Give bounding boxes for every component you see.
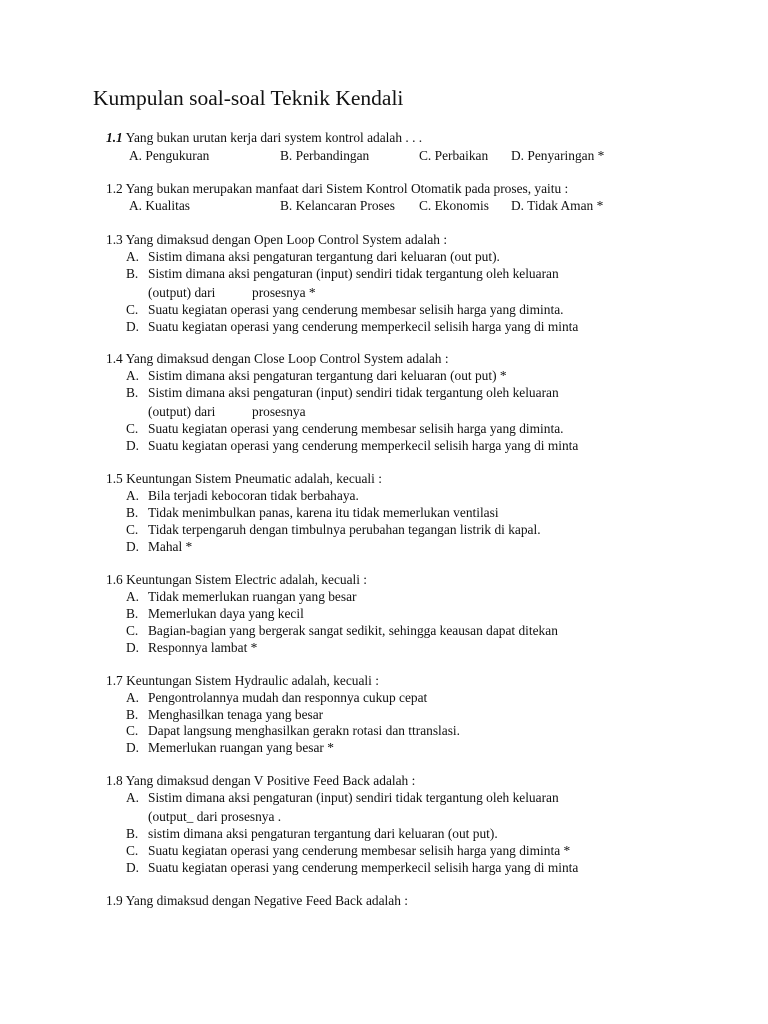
q8-option-b: sistim dimana aksi pengaturan tergantung dari keluaran (out put). [148,826,498,841]
option-letter: D. [126,860,140,875]
question-1-4: 1.4 Yang dimaksud dengan Close Loop Control System adalah : [106,351,449,366]
q6-option-a: Tidak memerlukan ruangan yang besar [148,589,357,604]
question-1-3: 1.3 Yang dimaksud dengan Open Loop Control System adalah : [106,232,448,247]
q5-option-b: Tidak menimbulkan panas, karena itu tidak memerlukan ventilasi [148,505,499,520]
option-letter: D. [126,319,140,334]
option-letter: C. [126,843,139,858]
option-letter: A. [126,488,140,503]
q1-option-d: D. Penyaringan * [511,148,605,163]
q2-option-d: D. Tidak Aman * [511,198,604,213]
q2-option-b: B. Kelancaran Proses [280,198,395,213]
q8-option-d: Suatu kegiatan operasi yang cenderung memperkecil selisih harga yang di minta [148,860,579,875]
q1-option-a: A. Pengukuran [129,148,210,163]
q6-option-c: Bagian-bagian yang bergerak sangat sedikit, sehingga keausan dapat ditekan [148,623,558,638]
q3-option-a: Sistim dimana aksi pengaturan tergantung dari keluaran (out put). [148,249,500,264]
option-letter: C. [126,522,139,537]
q2-option-c: C. Ekonomis [419,198,489,213]
question-1-5: 1.5 Keuntungan Sistem Pneumatic adalah, kecuali : [106,471,382,486]
question-1-9: 1.9 Yang dimaksud dengan Negative Feed Back adalah : [106,893,408,908]
option-letter: B. [126,606,139,621]
q7-option-a: Pengontrolannya mudah dan responnya cukup cepat [148,690,428,705]
question-text: Yang bukan urutan kerja dari system kontrol adalah . . . [125,130,423,145]
question-1-1 [106,129,422,146]
option-letter: C. [126,302,139,317]
option-letter: B. [126,266,139,281]
option-letter: C. [126,623,139,638]
question-1-8: 1.8 Yang dimaksud dengan V Positive Feed Back adalah : [106,773,416,788]
q6-option-d: Responnya lambat * [148,640,258,655]
document-title: Kumpulan soal-soal Teknik Kendali [93,86,404,110]
q5-option-c: Tidak terpengaruh dengan timbulnya perubahan tegangan listrik di kapal. [148,522,541,537]
option-letter: A. [126,790,140,805]
q7-option-d: Memerlukan ruangan yang besar * [148,740,334,755]
q8-option-a-cont: (output_ dari prosesnya . [148,809,282,824]
q3-option-d: Suatu kegiatan operasi yang cenderung memperkecil selisih harga yang di minta [148,319,579,334]
option-letter: A. [126,368,140,383]
q6-option-b: Memerlukan daya yang kecil [148,606,304,621]
q8-option-c: Suatu kegiatan operasi yang cenderung membesar selisih harga yang diminta * [148,843,571,858]
option-letter: D. [126,539,140,554]
option-letter: D. [126,640,140,655]
q1-option-b: B. Perbandingan [280,148,370,163]
option-letter: C. [126,421,139,436]
option-letter: C. [126,723,139,738]
option-letter: B. [126,505,139,520]
question-1-2: 1.2 Yang bukan merupakan manfaat dari Sistem Kontrol Otomatik pada proses, yaitu : [106,181,569,196]
q5-option-d: Mahal * [148,539,193,554]
q3-option-c: Suatu kegiatan operasi yang cenderung membesar selisih harga yang diminta. [148,302,564,317]
option-letter: B. [126,707,139,722]
q4-option-b: Sistim dimana aksi pengaturan (input) sendiri tidak tergantung oleh keluaran [148,385,559,400]
question-number: 1.1 [106,130,123,145]
question-1-6: 1.6 Keuntungan Sistem Electric adalah, kecuali : [106,572,368,587]
option-letter: B. [126,826,139,841]
q3-option-b-cont-1: (output) dari [148,285,216,300]
option-letter: A. [126,249,140,264]
option-letter: D. [126,740,140,755]
q4-option-c: Suatu kegiatan operasi yang cenderung membesar selisih harga yang diminta. [148,421,564,436]
question-1-7: 1.7 Keuntungan Sistem Hydraulic adalah, kecuali : [106,673,379,688]
q4-option-b-cont-2: prosesnya [252,404,306,419]
q8-option-a: Sistim dimana aksi pengaturan (input) sendiri tidak tergantung oleh keluaran [148,790,559,805]
q4-option-d: Suatu kegiatan operasi yang cenderung memperkecil selisih harga yang di minta [148,438,579,453]
option-letter: B. [126,385,139,400]
q2-option-a: A. Kualitas [129,198,190,213]
q4-option-a: Sistim dimana aksi pengaturan tergantung dari keluaran (out put) * [148,368,507,383]
q4-option-b-cont-1: (output) dari [148,404,216,419]
option-letter: A. [126,690,140,705]
q3-option-b-cont-2: prosesnya * [252,285,316,300]
q5-option-a: Bila terjadi kebocoran tidak berbahaya. [148,488,359,503]
q1-option-c: C. Perbaikan [419,148,489,163]
q7-option-b: Menghasilkan tenaga yang besar [148,707,324,722]
q7-option-c: Dapat langsung menghasilkan gerakn rotasi dan ttranslasi. [148,723,460,738]
option-letter: D. [126,438,140,453]
option-letter: A. [126,589,140,604]
q3-option-b: Sistim dimana aksi pengaturan (input) sendiri tidak tergantung oleh keluaran [148,266,559,281]
